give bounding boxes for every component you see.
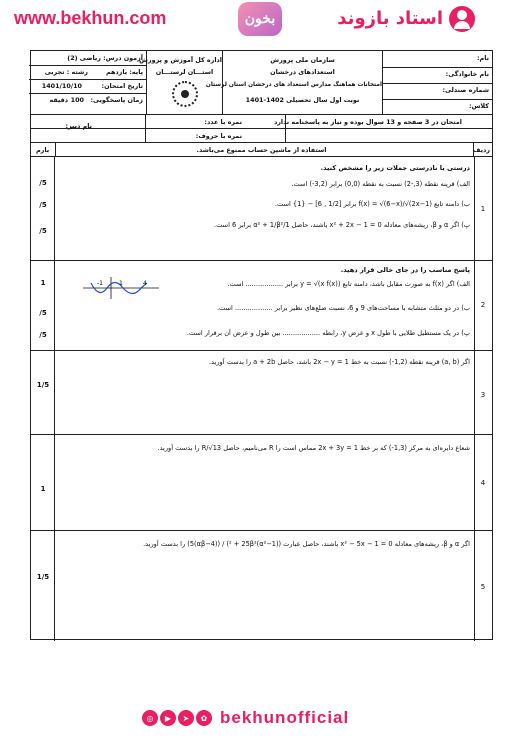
- question-number: 2: [480, 301, 486, 309]
- organization-block: [205, 51, 382, 114]
- student-first-name: نام:: [476, 54, 489, 62]
- question-title: درستی یا نادرستی جملات زیر را مشخص کنید.: [320, 164, 470, 172]
- top-bar: [0, 0, 523, 38]
- item-score: /5: [39, 179, 47, 187]
- questions-area: [31, 157, 492, 641]
- exam-header: [31, 51, 492, 115]
- question-item-b: ب) در دو مثلث متشابه با مساحت‌های 9 و 6، نسبت ضلع‌های نظیر برابر .................. است.: [216, 304, 470, 313]
- exam-sheet: [30, 50, 493, 640]
- question-text: اگر α و β، ریشه‌های معادله x² − 5x − 1 = 0 باشند، حاصل عبارت ((α²−1)² + 25β²) / (5(αβ−4)) را بدست آورید.: [143, 540, 470, 548]
- aparat-icon[interactable]: ✿: [196, 710, 212, 726]
- exam-date: 1401/10/10: [41, 82, 82, 90]
- question-text: شعاع دایره‌ای به مرکز (1,3-) که بر خط 2x + 3y = 1 مماس است را R می‌نامیم، حاصل R/√13 را بدست آورید.: [157, 444, 470, 452]
- dept-line-2: استـــان لرستـــان: [155, 68, 214, 76]
- item-score: 1/5: [36, 573, 50, 581]
- item-score: 1: [40, 279, 46, 287]
- social-handle[interactable]: bekhunofficial: [220, 708, 350, 727]
- grade-level: پایه: یازدهم: [105, 68, 143, 76]
- question-item-a: الف) قرینه نقطه (3,-2) نسبت به نقطه (0,0) برابر (3,2-) است.: [291, 180, 470, 189]
- question-item-c: پ) اگر α و β، ریشه‌های معادله x² + 2x − 1 = 0 باشند، حاصل 1/α² + 1/β² برابر 6 است.: [213, 220, 470, 229]
- item-score: 1/5: [36, 381, 50, 389]
- item-score: 1: [40, 485, 46, 493]
- course-name: آزمون درس: ریاضی (2): [67, 54, 143, 62]
- exam-date-label: تاریخ امتحان:: [101, 82, 143, 90]
- question-3: [31, 351, 492, 435]
- pages-note: امتحان در 3 صفحه و 13 سوال بوده و نیاز به پاسخنامه ندارد: [273, 118, 462, 126]
- teacher-name: استاد بازوند: [337, 8, 443, 29]
- question-item-a: الف) اگر f(x) به صورت مقابل باشد، دامنه تابع y = √(x f(x)) برابر .................. است.: [227, 280, 470, 289]
- student-info: [382, 51, 492, 114]
- emblem-icon: [172, 81, 198, 107]
- instagram-icon[interactable]: ◎: [142, 710, 158, 726]
- question-number: 3: [480, 391, 486, 399]
- social-icons: [142, 710, 212, 726]
- exam-details: [29, 51, 146, 114]
- item-score: /5: [39, 331, 47, 339]
- field-name: رشته : تجربی: [44, 68, 88, 76]
- row-column-header: ردیف: [473, 146, 490, 154]
- org-line-3: امتحانات هماهنگ مدارس استعداد های درخشان استان لرستان: [205, 82, 382, 88]
- person-icon: [449, 6, 475, 32]
- org-line-2: استعدادهای درخشان: [270, 68, 335, 76]
- graph-label: 1: [119, 280, 123, 287]
- seat-number: شماره صندلی:: [442, 86, 489, 94]
- duration-unit: دقیقه: [49, 96, 68, 104]
- youtube-icon[interactable]: ▶: [160, 710, 176, 726]
- column-header-row: [31, 143, 492, 157]
- question-item-c: پ) در یک مستطیل طلایی با طول x و عرض y، رابطه .................. بین طول و عرض آن برقرار است.: [186, 328, 470, 337]
- question-number: 1: [480, 205, 486, 213]
- question-number: 5: [480, 583, 486, 591]
- question-title: پاسخ مناسب را در جای خالی قرار دهید.: [340, 266, 470, 274]
- score-column-header: بارم: [36, 146, 50, 154]
- teacher-name-field[interactable]: نام دبیر:: [65, 122, 92, 130]
- item-score: /5: [39, 309, 47, 317]
- org-line-1: سازمان ملی پرورش: [270, 56, 335, 64]
- site-url[interactable]: www.bekhun.com: [14, 8, 167, 28]
- student-last-name: نام خانوادگی:: [445, 70, 489, 78]
- item-score: /5: [39, 227, 47, 235]
- graph-label: -1: [97, 280, 103, 287]
- info-row-2: [31, 129, 492, 143]
- class-label: کلاس:: [469, 102, 489, 110]
- department-block: [139, 51, 222, 114]
- question-2: [31, 261, 492, 351]
- info-row-1: [31, 115, 492, 129]
- brand-logo: بخون: [238, 2, 282, 36]
- question-number: 4: [480, 479, 486, 487]
- exam-term: نوبت اول سال تحصیلی 1402-1401: [245, 96, 360, 104]
- footer-bar: [142, 706, 382, 734]
- graph-label: 4: [143, 280, 147, 287]
- question-text: اگر (a, b) قرینه نقطه (1,2-) نسبت به خط 2x − y = 1 باشد، حاصل a + 2b را بدست آورید.: [208, 358, 470, 366]
- grade-word-field[interactable]: نمره با حروف:: [195, 132, 242, 140]
- question-5: [31, 531, 492, 641]
- calculator-note: استفاده از ماشین حساب ممنوع می‌باشد.: [196, 146, 327, 154]
- question-item-b: ب) دامنه تابع f(x) = √(6−x)/√(2x−1) برابر [1/2 , 6] − {1} است.: [274, 200, 470, 209]
- duration-label: زمان پاسخگویی:: [90, 96, 143, 104]
- telegram-icon[interactable]: ➤: [178, 710, 194, 726]
- dept-line-1: اداره کل آموزش و پرورش: [139, 56, 222, 64]
- function-graph: [81, 275, 161, 301]
- duration-value: 100: [70, 96, 84, 104]
- question-1: [31, 157, 492, 261]
- grade-number-field[interactable]: نمره با عدد:: [204, 118, 242, 126]
- item-score: /5: [39, 201, 47, 209]
- question-4: [31, 435, 492, 531]
